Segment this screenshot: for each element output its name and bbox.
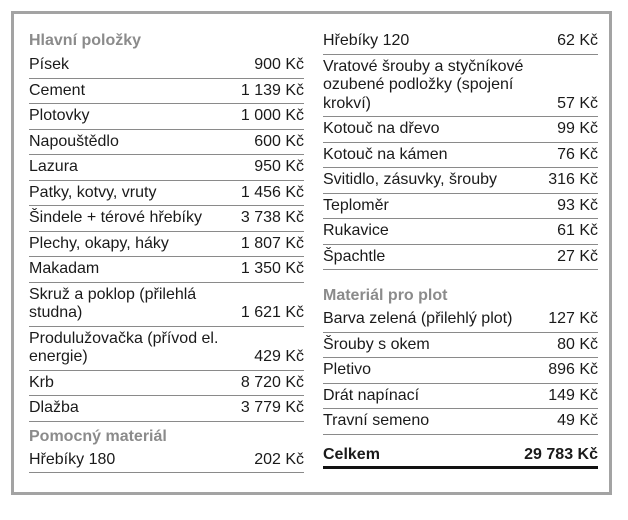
item-name: Kotouč na kámen [323, 145, 448, 163]
item-price: 149 Kč [548, 386, 598, 404]
table-row [29, 448, 304, 474]
table-row [29, 206, 304, 232]
fence-items-list [323, 307, 598, 435]
item-name: Plechy, okapy, háky [29, 234, 169, 252]
table-row [29, 155, 304, 181]
table-row [29, 257, 304, 283]
item-name: Travní semeno [323, 412, 430, 429]
item-name: Svitidlo, zásuvky, šrouby [323, 171, 497, 188]
table-row [29, 79, 304, 105]
item-name: Dlažba [29, 399, 79, 416]
item-price: 600 Kč [254, 132, 304, 150]
table-row [323, 168, 598, 194]
item-price: 1 000 Kč [240, 107, 304, 124]
item-name: Vratové šrouby a styčníkové ozubené podložky (spojení krokví) [323, 57, 524, 112]
item-name: Hřebíky 120 [323, 32, 410, 49]
left-column [29, 29, 304, 473]
table-row [29, 371, 304, 397]
item-price: 27 Kč [557, 247, 598, 265]
item-price: 1 139 Kč [240, 81, 304, 99]
item-price: 61 Kč [557, 222, 598, 239]
item-price: 3 738 Kč [240, 209, 304, 226]
total-row [323, 443, 598, 470]
auxiliary-items-continued-list [323, 29, 598, 270]
auxiliary-items-list [29, 448, 304, 474]
main-items-list [29, 53, 304, 422]
item-price: 1 807 Kč [240, 234, 304, 252]
table-row [29, 130, 304, 156]
total-label: Celkem [323, 445, 380, 463]
table-row [323, 245, 598, 271]
table-row [323, 29, 598, 55]
item-name: Šindele + térové hřebíky [29, 209, 202, 226]
price-table-frame [11, 11, 612, 495]
item-price: 1 456 Kč [240, 183, 304, 201]
item-price: 429 Kč [254, 348, 304, 365]
table-row [29, 104, 304, 130]
item-name: Šrouby s okem [323, 335, 430, 353]
item-name: Barva zelená (přilehlý plot) [323, 310, 513, 327]
item-price: 202 Kč [254, 450, 304, 468]
total-value: 29 783 Kč [524, 445, 598, 463]
table-row [29, 53, 304, 79]
item-price: 76 Kč [557, 145, 598, 163]
table-row [323, 55, 598, 118]
item-price: 1 621 Kč [240, 304, 304, 321]
table-row [29, 283, 304, 327]
table-row [323, 409, 598, 435]
item-price: 127 Kč [548, 310, 598, 327]
item-price: 93 Kč [557, 196, 598, 214]
item-price: 3 779 Kč [240, 399, 304, 416]
item-name: Teploměr [323, 196, 389, 214]
table-row [29, 232, 304, 258]
item-name: Drát napínací [323, 386, 420, 404]
item-price: 49 Kč [557, 412, 598, 429]
item-name: Plotovky [29, 107, 90, 124]
item-price: 57 Kč [557, 94, 598, 112]
section-title-auxiliary-material: Pomocný materiál [29, 427, 167, 445]
item-name: Makadam [29, 260, 100, 277]
item-price: 1 350 Kč [240, 260, 304, 277]
section-title-main-items: Hlavní položky [29, 32, 142, 49]
item-name: Lazura [29, 158, 78, 175]
item-price: 316 Kč [548, 171, 598, 188]
table-row [323, 194, 598, 220]
table-row [323, 333, 598, 359]
item-price: 62 Kč [557, 32, 598, 49]
table-row [323, 384, 598, 410]
item-name: Písek [29, 56, 70, 73]
item-price: 900 Kč [254, 56, 304, 73]
item-price: 80 Kč [557, 335, 598, 353]
item-price: 8 720 Kč [240, 373, 304, 391]
table-row [323, 307, 598, 333]
table-row [29, 181, 304, 207]
item-name: Pletivo [323, 361, 372, 378]
item-name: Špachtle [323, 247, 386, 265]
table-row [29, 396, 304, 422]
right-column [323, 29, 598, 469]
item-name: Patky, kotvy, vruty [29, 183, 157, 201]
item-price: 896 Kč [548, 361, 598, 378]
item-name: Produlužovačka (přívod el. energie) [29, 329, 219, 365]
table-row [29, 327, 304, 371]
item-name: Krb [29, 373, 54, 391]
item-name: Hřebíky 180 [29, 450, 116, 468]
item-name: Napouštědlo [29, 132, 119, 150]
item-name: Skruž a poklop (přilehlá studna) [29, 285, 197, 321]
table-row [323, 117, 598, 143]
section-title-fence-material: Materiál pro plot [323, 287, 448, 304]
item-price: 950 Kč [254, 158, 304, 175]
table-row [323, 219, 598, 245]
item-price: 99 Kč [557, 120, 598, 137]
table-row [323, 358, 598, 384]
item-name: Rukavice [323, 222, 389, 239]
table-row [323, 143, 598, 169]
item-name: Cement [29, 81, 86, 99]
item-name: Kotouč na dřevo [323, 120, 440, 137]
